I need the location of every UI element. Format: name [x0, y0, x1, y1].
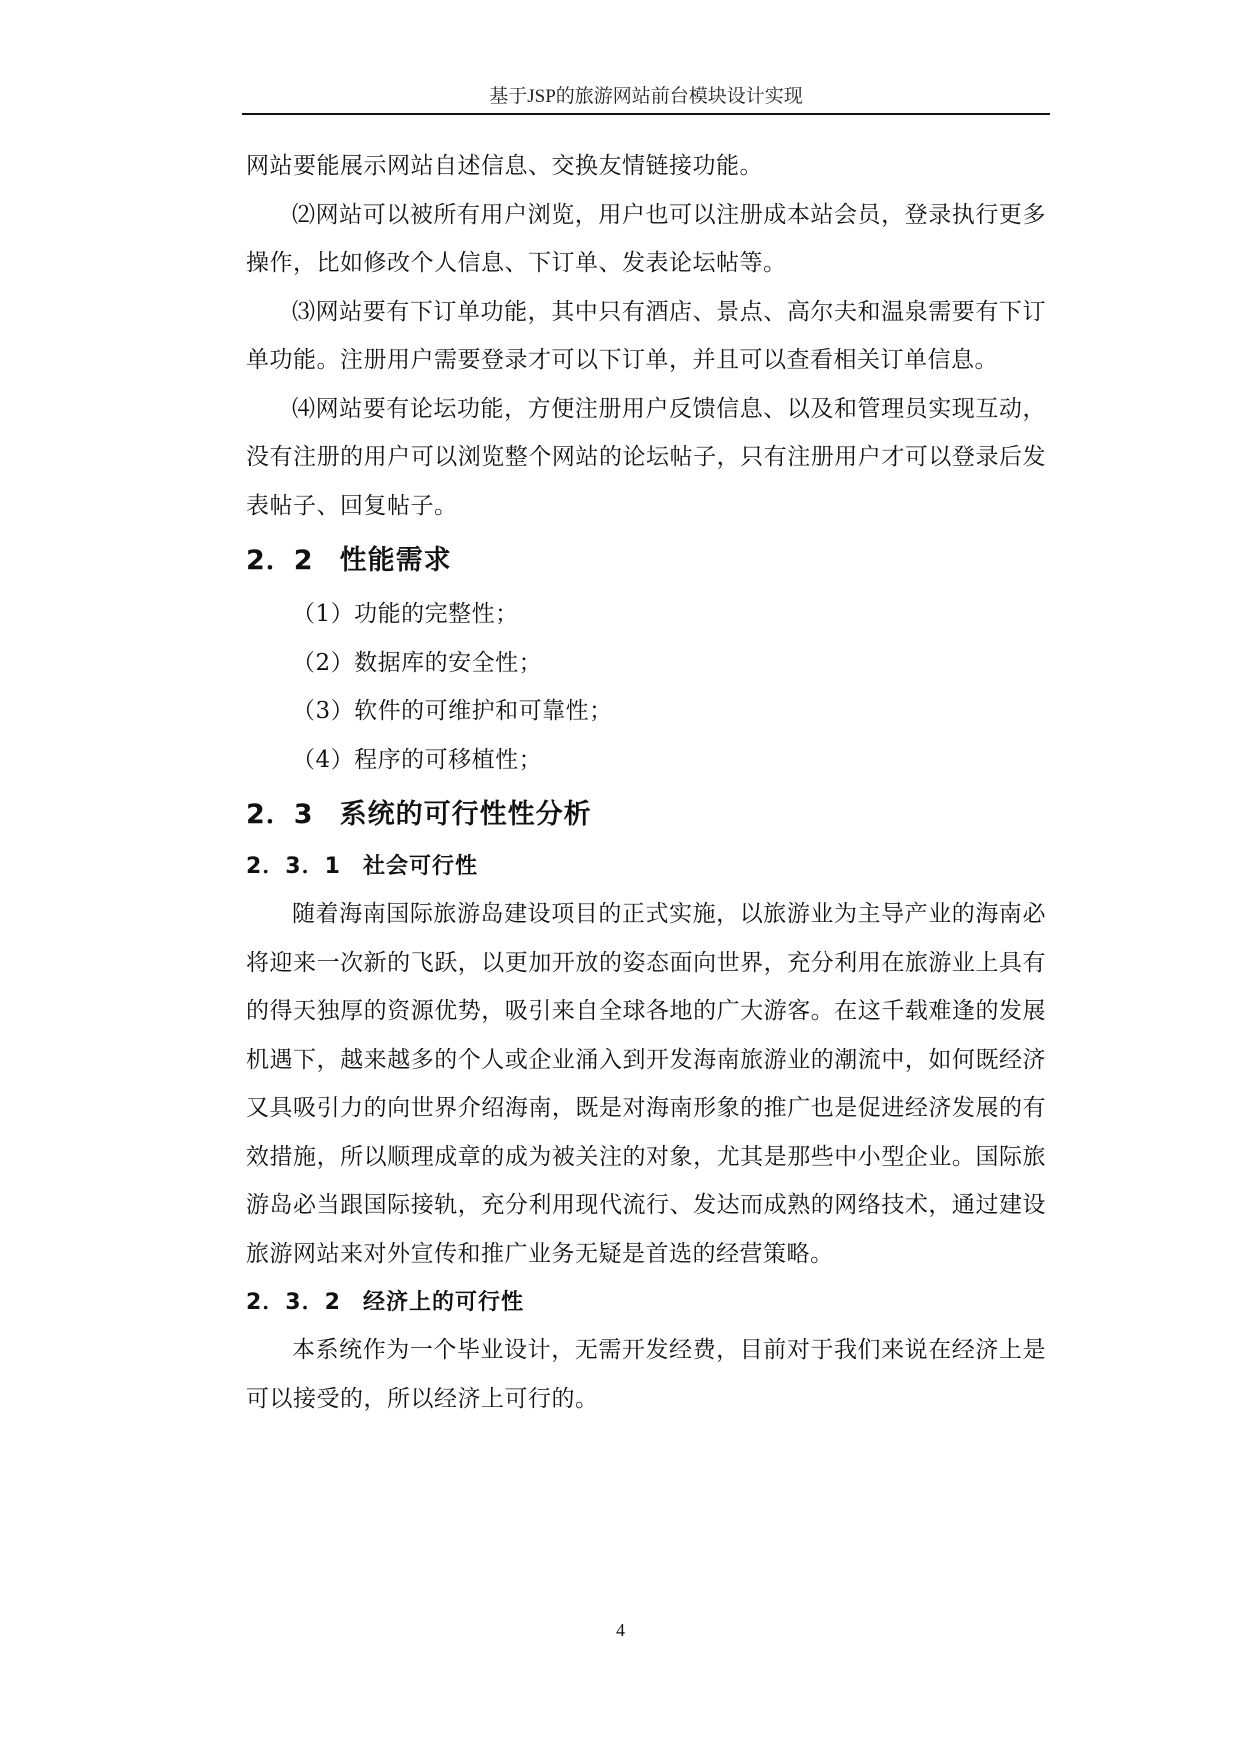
- list-item: （1）功能的完整性；: [292, 601, 519, 627]
- social-feasibility-paragraph: 随着海南国际旅游岛建设项目的正式实施，以旅游业为主导产业的海南必将迎来一次新的飞跃，以更加开放的姿态面向世界，充分利用在旅游业上具有的得天独厚的资源优势，吸引来自全球各地的广大游客。在这千载难逢的发展机遇下，越来越多的个人或企业涌入到开发海南旅游业的潮流中，如何既经济又具吸引力的向世界介绍海南，既是对海南形象的推广也是促进经济发展的有效措施，所以顺理成章的成为被关注的对象，尤其是那些中小型企业。国际旅游岛必当跟国际接轨，充分利用现代流行、发达而成熟的网络技术，通过建设旅游网站来对外宣传和推广业务无疑是首选的经营策略。: [246, 901, 1046, 1267]
- subsection-number: 2．3．2: [246, 1290, 341, 1315]
- intro-paragraph-item-2: ⑵网站可以被所有用户浏览，用户也可以注册成本站会员，登录执行更多操作，比如修改个人信息、下订单、发表论坛帖等。: [246, 201, 1046, 276]
- list-item: （4）程序的可移植性；: [292, 746, 543, 773]
- subsection-number: 2．3．1: [246, 854, 341, 879]
- intro-paragraph-item-3: ⑶网站要有下订单功能，其中只有酒店、景点、高尔夫和温泉需要有下订单功能。注册用户需要登录才可以下订单，并且可以查看相关订单信息。: [246, 298, 1046, 373]
- intro-paragraph-item-4: ⑷网站要有论坛功能，方便注册用户反馈信息、以及和管理员实现互动，没有注册的用户可以浏览整个网站的论坛帖子，只有注册用户才可以登录后发表帖子、回复帖子。: [246, 395, 1046, 519]
- section-heading-2-3: [246, 790, 1046, 840]
- subsection-heading-2-3-2: [246, 1280, 1046, 1326]
- page-number: 4: [616, 1620, 625, 1640]
- running-header: 基于JSP的旅游网站前台模块设计实现: [489, 86, 803, 107]
- section-number: 2．3: [246, 799, 314, 830]
- subsection-title: 社会可行性: [362, 854, 478, 879]
- performance-requirements-list: [246, 590, 1046, 784]
- section-number: 2．2: [246, 545, 314, 576]
- header-divider: [242, 113, 1050, 115]
- page-content: [246, 142, 1046, 1423]
- section-title: 系统的可行性性分析: [339, 799, 592, 830]
- intro-paragraph-continuation: 网站要能展示网站自述信息、交换友情链接功能。: [246, 153, 763, 179]
- section-title: 性能需求: [339, 545, 452, 576]
- list-item: （3）软件的可维护和可靠性；: [292, 698, 613, 724]
- section-heading-2-2: [246, 536, 1046, 586]
- economic-feasibility-paragraph: 本系统作为一个毕业设计，无需开发经费，目前对于我们来说在经济上是可以接受的，所以经济上可行的。: [246, 1337, 1046, 1412]
- subsection-title: 经济上的可行性: [362, 1290, 524, 1315]
- subsection-heading-2-3-1: [246, 844, 1046, 890]
- list-item: （2）数据库的安全性；: [292, 649, 543, 676]
